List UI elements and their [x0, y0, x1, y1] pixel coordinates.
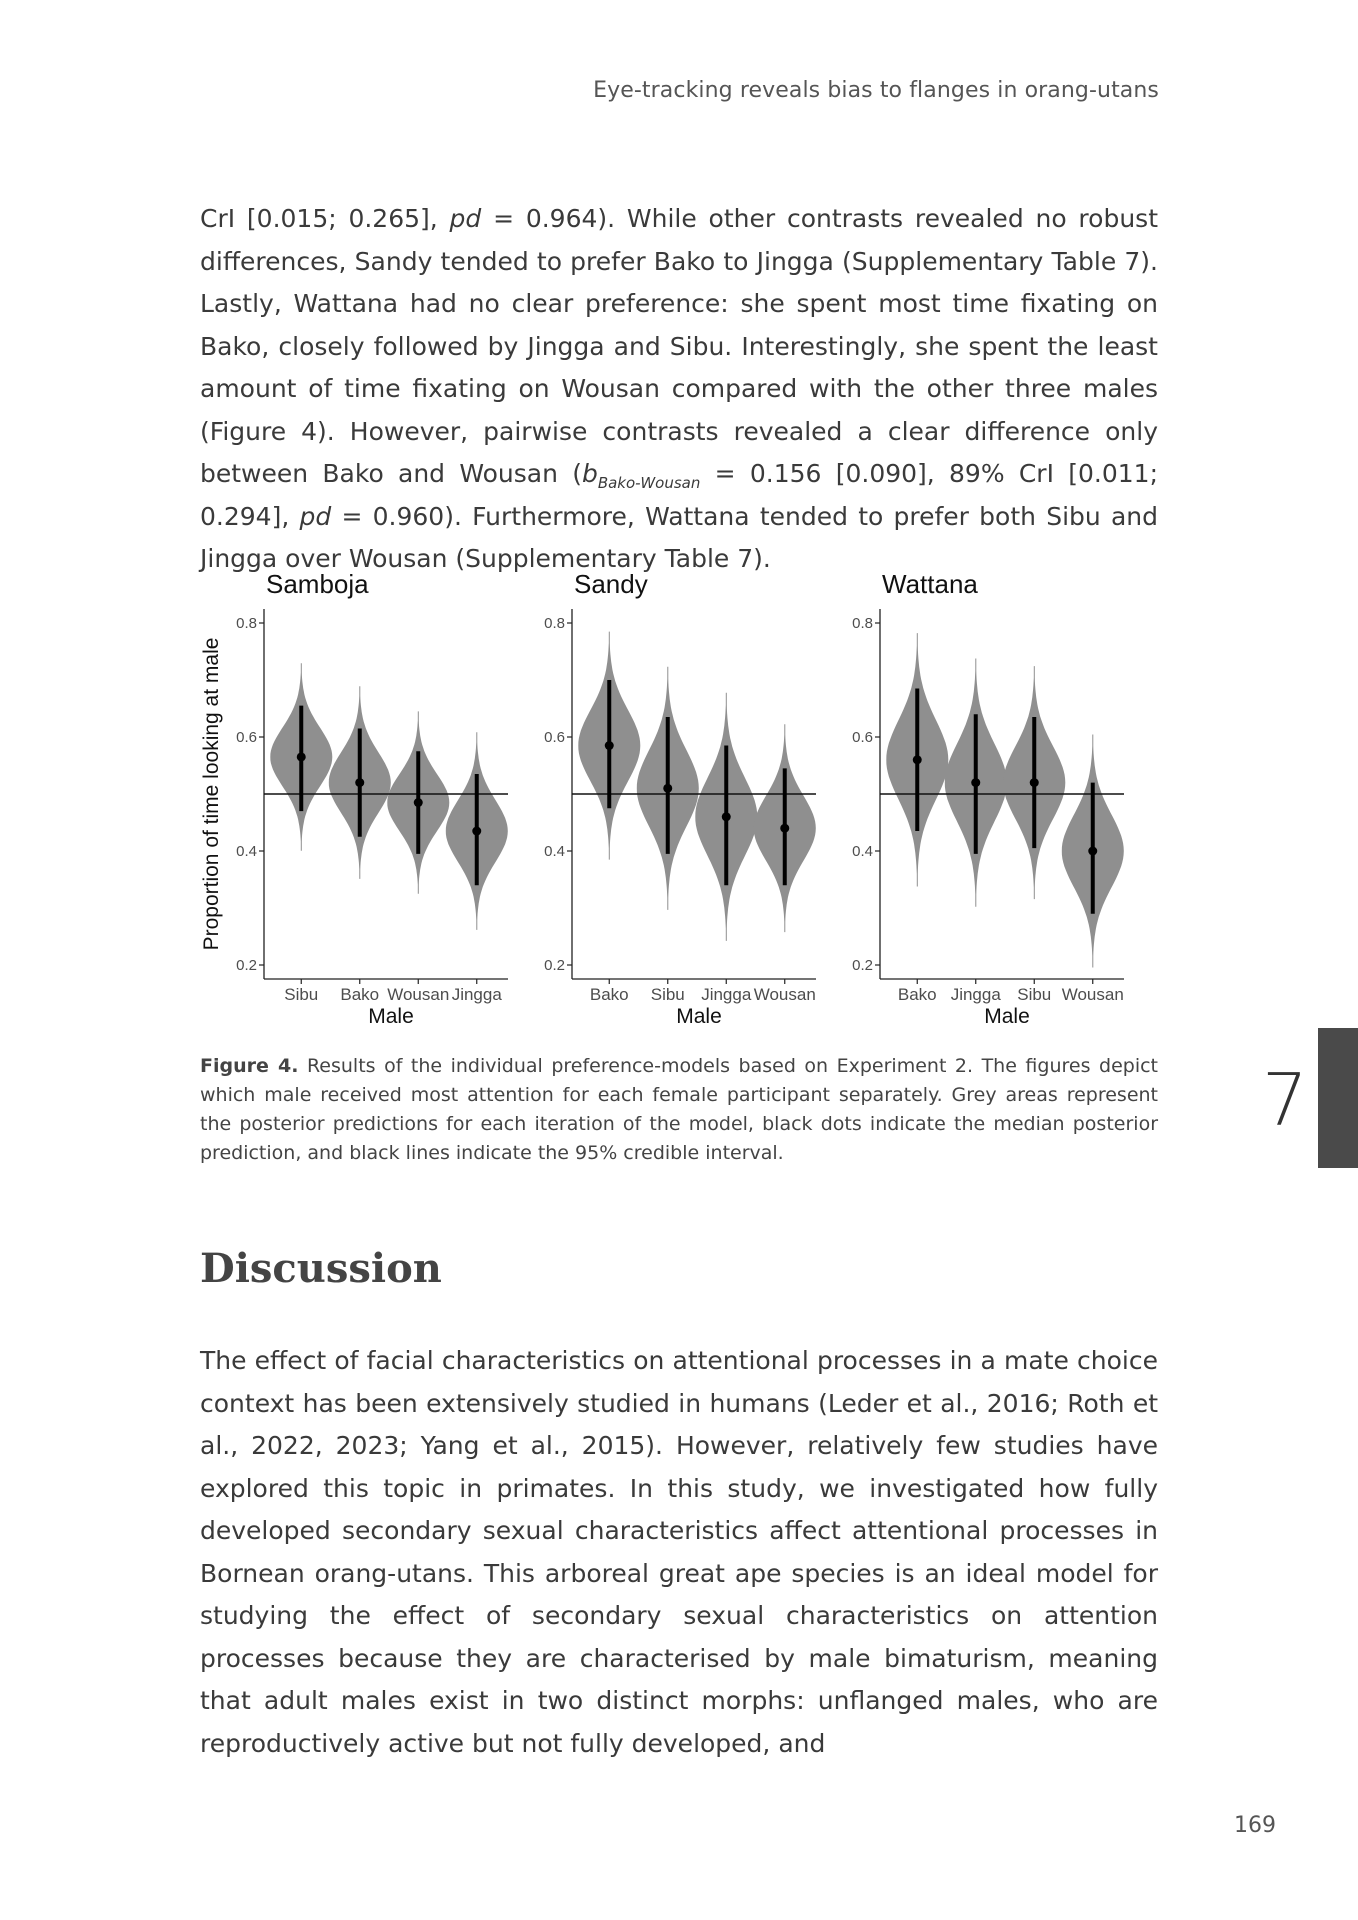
x-tick-label-bako: Bako	[340, 985, 380, 1004]
median-point-bako	[355, 778, 364, 787]
y-tick-label: 0.6	[544, 729, 565, 746]
y-tick-label: 0.2	[852, 957, 873, 974]
x-tick-label-sibu: Sibu	[284, 985, 319, 1004]
median-point-sibu	[1030, 778, 1039, 787]
median-point-jingga	[722, 812, 731, 821]
body-paragraph-discussion: The effect of facial characteristics on attentional processes in a mate choice context has been extensively studied in humans (Leder et al., 2016; Roth et al., 2022, 2023; Yang et al., 2015). However, relatively few studies have explored this topic in primates. In this study, we investigated how fully developed secondary sexual characteristics affect attentional processes in Bornean orang-utans. This arboreal great ape species is an ideal model for studying the effect of secondary sexual characteristics on attention processes because they are characterised by male bimaturism, meaning that adult males exist in two distinct morphs: unflanged males, who are reproductively active but not fully developed, and	[200, 1346, 1158, 1758]
figure-4	[196, 563, 1162, 1035]
median-point-jingga	[971, 778, 980, 787]
x-axis-label: Male	[368, 1005, 414, 1028]
median-point-sibu	[297, 752, 306, 761]
y-tick-label: 0.8	[544, 615, 565, 632]
figure-caption: Figure 4. Results of the individual preference-models based on Experiment 2. The figures depict which male received most attention for each female participant separately. Grey areas represent the posterior predictions for each iteration of the model, black dots indicate the median posterior prediction, and black lines indicate the 95% credible interval.	[200, 1055, 1158, 1164]
x-tick-label-sibu: Sibu	[1017, 985, 1052, 1004]
x-tick-label-wousan: Wousan	[1061, 985, 1124, 1004]
x-tick-label-bako: Bako	[589, 985, 629, 1004]
median-point-sibu	[663, 784, 672, 793]
y-tick-label: 0.8	[852, 615, 873, 632]
body-paragraph-results: CrI [0.015; 0.265], pd = 0.964). While other contrasts revealed no robust differences, Sandy tended to prefer Bako to Jingga (Supplementary Table 7). Lastly, Wattana had no clear preference: she spent most time fixating on Bako, closely followed by Jingga and Sibu. Interestingly, she spent the least amount of time fixating on Wousan compared with the other three males (Figure 4). However, pairwise contrasts revealed a clear difference only between Bako and Wousan ($b_{Bako-Wousan} = 0.156$ [0.090], 89% CrI [0.011; 0.294], pd = 0.960). Furthermore, Wattana tended to prefer both Sibu and Jingga over Wousan (Supplementary Table 7).	[200, 204, 1158, 573]
panel-title-sandy: Sandy	[574, 569, 648, 599]
running-title: Eye-tracking reveals bias to flanges in orang-utans	[593, 78, 1159, 103]
median-point-wousan	[780, 824, 789, 833]
violin-chart	[196, 563, 1162, 1035]
x-tick-label-jingga: Jingga	[451, 985, 502, 1004]
panel-title-samboja: Samboja	[266, 569, 369, 599]
section-title: Discussion	[200, 1245, 442, 1292]
x-tick-label-wousan: Wousan	[387, 985, 450, 1004]
page-number: 169	[1234, 1813, 1276, 1838]
median-point-jingga	[472, 827, 481, 836]
y-tick-label: 0.4	[544, 843, 565, 860]
chapter-tab	[1318, 1028, 1358, 1168]
median-point-bako	[605, 741, 614, 750]
x-axis-label: Male	[676, 1005, 722, 1028]
median-point-bako	[913, 755, 922, 764]
median-point-wousan	[1088, 847, 1097, 856]
x-axis-label: Male	[984, 1005, 1030, 1028]
panel-title-wattana: Wattana	[882, 569, 978, 599]
y-tick-label: 0.2	[544, 957, 565, 974]
y-tick-label: 0.2	[236, 957, 257, 974]
y-axis-label: Proportion of time looking at male	[200, 637, 223, 951]
x-tick-label-jingga: Jingga	[701, 985, 752, 1004]
y-tick-label: 0.4	[236, 843, 257, 860]
x-tick-label-wousan: Wousan	[753, 985, 816, 1004]
y-tick-label: 0.6	[852, 729, 873, 746]
y-tick-label: 0.6	[236, 729, 257, 746]
x-tick-label-bako: Bako	[897, 985, 937, 1004]
chapter-number: 7	[1262, 1058, 1308, 1142]
x-tick-label-jingga: Jingga	[950, 985, 1001, 1004]
median-point-wousan	[414, 798, 423, 807]
x-tick-label-sibu: Sibu	[650, 985, 685, 1004]
y-tick-label: 0.4	[852, 843, 873, 860]
y-tick-label: 0.8	[236, 615, 257, 632]
